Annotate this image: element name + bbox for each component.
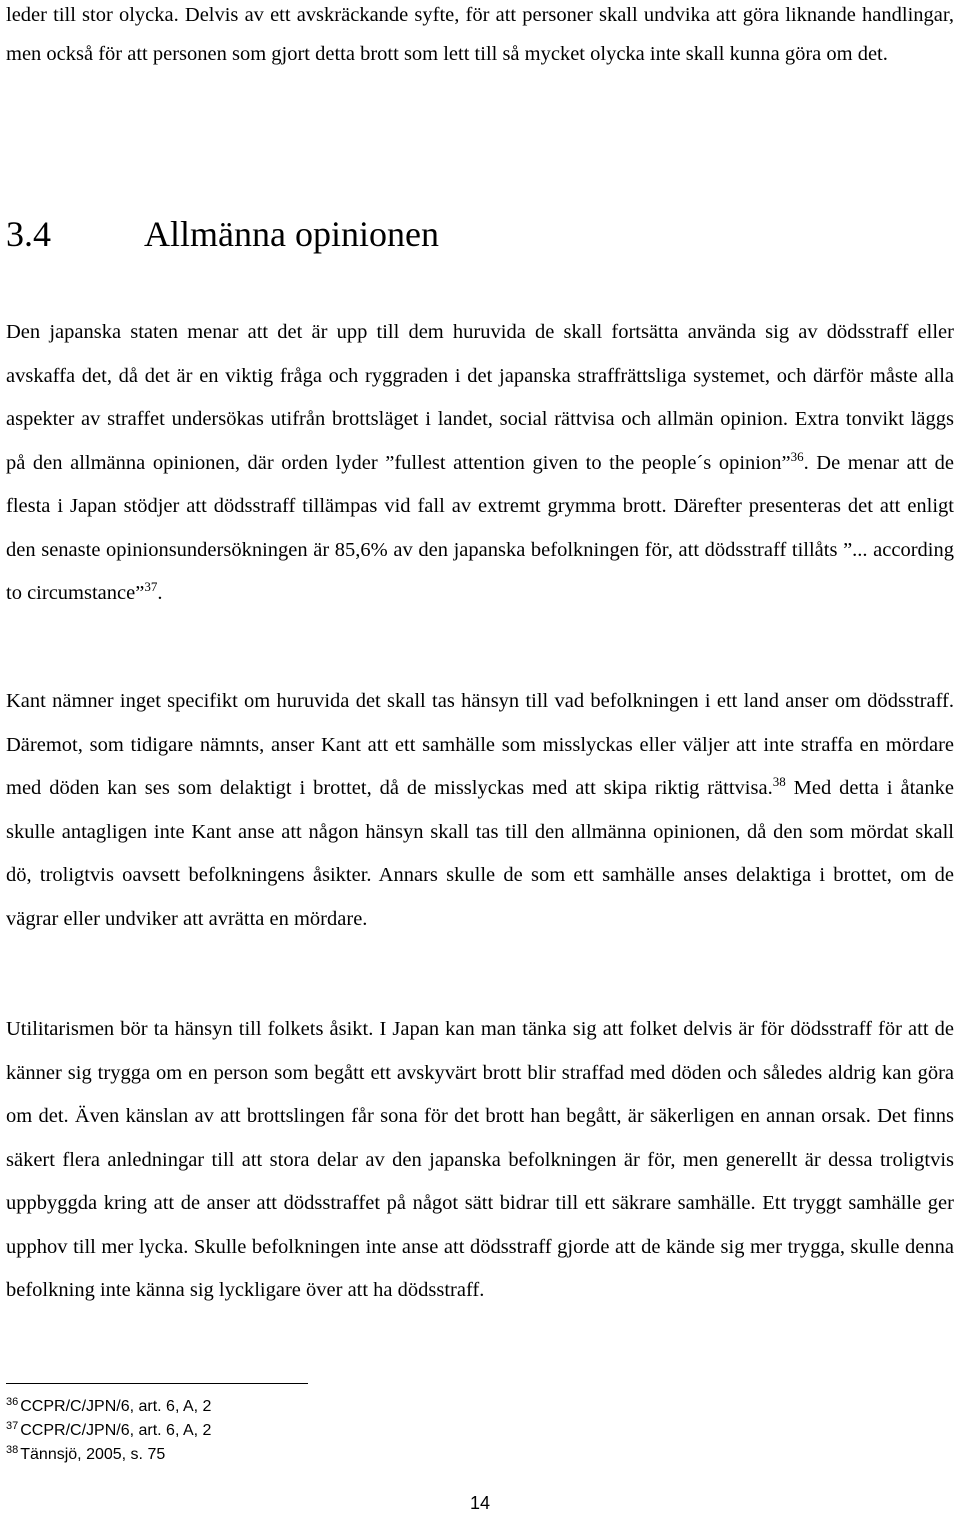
footnote-item — [6, 1395, 211, 1419]
paragraph-1-part-1: Den japanska staten menar att det är upp till dem huruvida de skall fortsätta använda sig av dödsstraff eller avskaffa det, då det är en viktig fråga och ryggraden i det japanska straffrättsliga systemet, och därför måste alla aspekter av straffet undersökas utifrån brottsläget i landet, social rättvisa och allmän opinion. Extra tonvikt läggs på den allmänna opinionen, där orden lyder ”fullest attention given to the people´s opinion” — [6, 321, 954, 474]
paragraph-japan-state — [6, 311, 954, 616]
section-heading — [6, 206, 439, 262]
paragraph-2-part-1: Kant nämner inget specifikt om huruvida det skall tas hänsyn till vad befolkningen i ett land anser om dödsstraff. Däremot, som tidigare nämnts, anser Kant att ett samhälle som misslyckas eller väljer att inte straffa en mördare med döden kan ses som delaktigt i brottet, då de misslyckas med att skipa riktig rättvisa. — [6, 690, 954, 799]
footnotes-list — [6, 1395, 211, 1467]
footnote-ref-37[interactable]: 37 — [144, 579, 158, 595]
paragraph-2-part-2: Med detta i åtanke skulle antagligen inte Kant anse att någon hänsyn skall tas till den allmänna opinionen, då den som mördat skall dö, troligtvis oavsett befolkningens åsikter. Annars skulle de som ett samhälle anses delaktiga i brottet, om de vägrar eller undviker att avrätta en mördare. — [6, 777, 954, 930]
intro-text: leder till stor olycka. Delvis av ett avskräckande syfte, för att personer skall undvika att göra liknande handlingar, men också för att personen som gjort detta brott som lett till så mycket olycka inte skall kunna göra om det. — [6, 4, 954, 65]
section-title: Allmänna opinionen — [144, 214, 439, 254]
paragraph-kant — [6, 680, 954, 941]
footnote-text: CCPR/C/JPN/6, art. 6, A, 2 — [20, 1398, 212, 1415]
footnote-item — [6, 1419, 211, 1443]
intro-paragraph — [6, 0, 954, 74]
paragraph-japan-state-text — [6, 311, 954, 616]
footnote-number: 37 — [6, 1419, 19, 1432]
paragraph-kant-text — [6, 680, 954, 941]
paragraph-1-part-3: . — [157, 582, 163, 604]
footnote-text: Tännsjö, 2005, s. 75 — [20, 1446, 166, 1463]
paragraph-1-part-2: . De menar att de flesta i Japan stödjer att dödsstraff tillämpas vid fall av extremt grymma brott. Därefter presenteras det att enligt den senaste opinionsundersökningen är 85,6% av den japanska befolkningen för, att dödsstraff tillåts ”... according to circumstance” — [6, 451, 954, 604]
footnote-item — [6, 1443, 211, 1467]
footnote-number: 36 — [6, 1395, 19, 1408]
footnote-ref-38[interactable]: 38 — [772, 774, 786, 790]
footnote-number: 38 — [6, 1443, 19, 1456]
paragraph-utilitarianism-text: Utilitarismen bör ta hänsyn till folkets åsikt. I Japan kan man tänka sig att folket delvis är för dödsstraff för att de känner sig trygga om en person som begått ett avskyvärt brott blir straffad med döden och således aldrig kan göra om det. Även känslan av att brottslingen får sona för det brott han begått, är säkerligen en annan orsak. Det finns säkert flera anledningar till att stora delar av den japanska befolkningen är för, men generellt är dessa troligtvis uppbyggda kring att de anser att dödsstraffet på något sätt bidrar till ett säkrare samhälle. Ett tryggt samhälle ger upphov till mer lycka. Skulle befolkningen inte anse att dödsstraff gjorde att de kände sig mer trygga, skulle denna befolkning inte känna sig lyckligare över att ha dödsstraff. — [6, 1018, 954, 1301]
page-number: 14 — [469, 1493, 491, 1513]
footnote-separator — [6, 1383, 308, 1384]
footnote-ref-36[interactable]: 36 — [790, 448, 804, 464]
section-number: 3.4 — [6, 214, 51, 254]
footnote-text: CCPR/C/JPN/6, art. 6, A, 2 — [20, 1422, 212, 1439]
paragraph-utilitarianism — [6, 1008, 954, 1313]
